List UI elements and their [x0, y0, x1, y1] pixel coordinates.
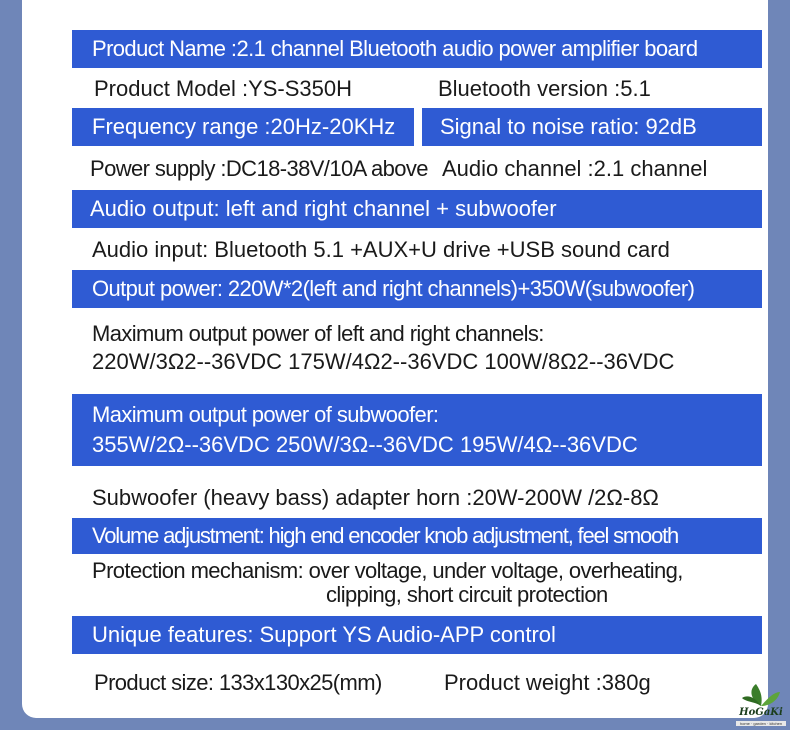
frequency-row	[72, 108, 762, 146]
audio-input: Audio input: Bluetooth 5.1 +AUX+U drive +USB sound card	[92, 237, 670, 263]
logo-tagline: home · garden · kitchen	[736, 721, 786, 726]
frequency-range: Frequency range :20Hz-20KHz	[92, 114, 396, 139]
audio-output: Audio output: left and right channel + subwoofer	[90, 196, 557, 222]
model-row	[72, 70, 762, 108]
product-name-bar	[72, 30, 762, 68]
snr: Signal to noise ratio: 92dB	[440, 114, 697, 139]
product-size: Product size: 133x130x25(mm)	[94, 670, 382, 696]
product-name: Product Name :2.1 channel Bluetooth audio power amplifier board	[92, 36, 698, 62]
volume-bar	[72, 518, 762, 554]
volume: Volume adjustment: high end encoder knob adjustment, feel smooth	[92, 523, 679, 549]
max-sub-title: Maximum output power of subwoofer:	[92, 402, 439, 427]
protection-line-1: Protection mechanism: over voltage, under voltage, overheating,	[92, 558, 683, 583]
protection-line-2: clipping, short circuit protection	[326, 582, 608, 607]
power-supply: Power supply :DC18-38V/10A above	[90, 156, 428, 182]
spec-card	[22, 0, 768, 718]
sub-horn: Subwoofer (heavy bass) adapter horn :20W-200W /2Ω-8Ω	[92, 485, 659, 511]
bluetooth-version: Bluetooth version :5.1	[438, 76, 651, 102]
logo-name: HoGaKi	[739, 707, 783, 718]
protection-row	[72, 556, 762, 608]
leaf-icon	[736, 680, 786, 710]
output-power: Output power: 220W*2(left and right channels)+350W(subwoofer)	[92, 276, 695, 302]
audio-channel: Audio channel :2.1 channel	[442, 156, 708, 182]
output-power-bar	[72, 270, 762, 308]
max-sub-values: 355W/2Ω--36VDC 250W/3Ω--36VDC 195W/4Ω--36VDC	[92, 432, 638, 457]
product-model: Product Model :YS-S350H	[94, 76, 353, 102]
unique-bar	[72, 616, 762, 654]
power-row	[72, 150, 762, 188]
size-row	[72, 664, 762, 702]
audio-input-row	[72, 232, 762, 268]
max-lr-title: Maximum output power of left and right channels:	[92, 321, 544, 346]
hogaki-logo	[736, 680, 786, 728]
max-lr-values: 220W/3Ω2--36VDC 175W/4Ω2--36VDC 100W/8Ω2--36VDC	[92, 349, 675, 374]
unique-features: Unique features: Support YS Audio-APP control	[92, 622, 556, 648]
sub-horn-row	[72, 480, 762, 516]
product-weight: Product weight :380g	[444, 670, 651, 696]
audio-output-bar	[72, 190, 762, 228]
max-lr-row	[72, 318, 762, 380]
max-sub-bar	[72, 394, 762, 466]
